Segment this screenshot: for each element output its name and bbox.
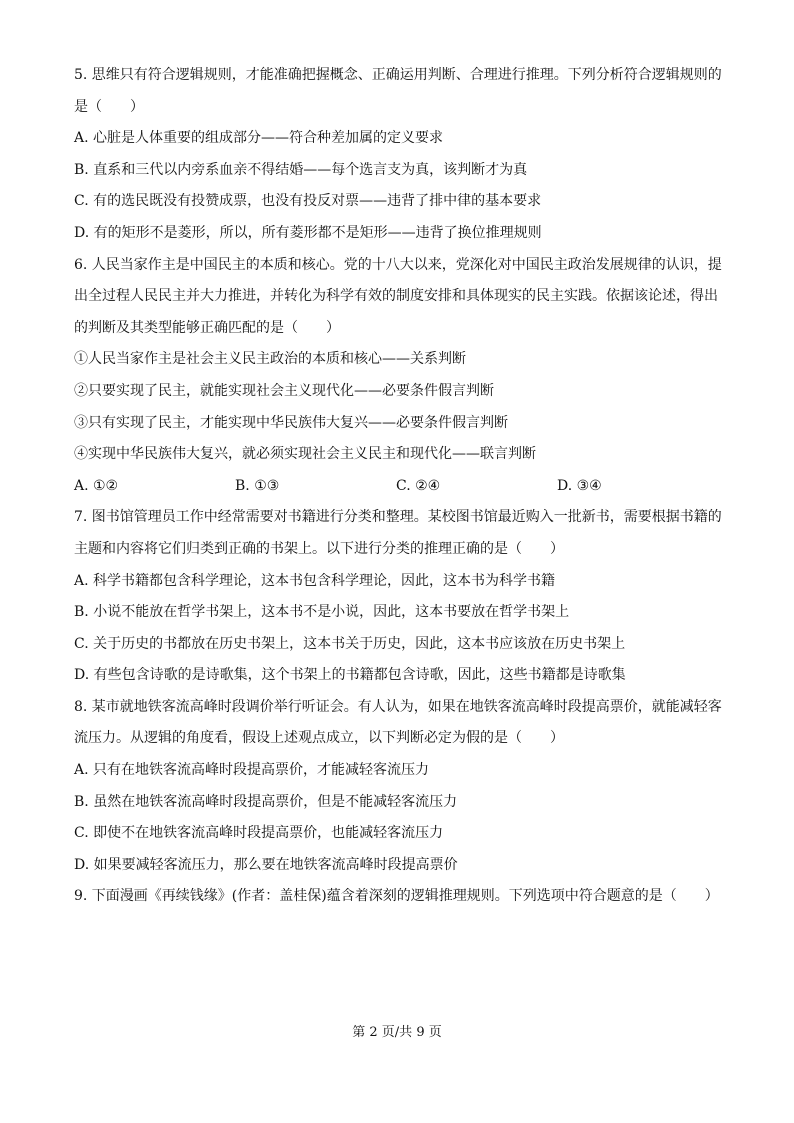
- question-8: [74, 692, 734, 882]
- question-5-stem-line-1: 5. 思维只有符合逻辑规则，才能准确把握概念、正确运用判断、合理进行推理。下列分析符合逻辑规则的: [74, 67, 722, 83]
- question-6-item-4: ④实现中华民族伟大复兴，就必须实现社会主义民主和现代化——联言判断: [74, 446, 536, 463]
- question-6-stem-line-2: 出全过程人民民主并大力推进，并转化为科学有效的制度安排和具体现实的民主实践。依据该论述，得出: [74, 288, 718, 305]
- question-8-option-d: D. 如果要减轻客流压力，那么要在地铁客流高峰时段提高票价: [74, 856, 458, 873]
- question-8-option-c: C. 即使不在地铁客流高峰时段提高票价，也能减轻客流压力: [74, 825, 444, 842]
- page-footer: [0, 1021, 794, 1040]
- question-9: [74, 881, 734, 913]
- question-7-option-c: C. 关于历史的书都放在历史书架上，这本书关于历史，因此，这本书应该放在历史书架上: [74, 635, 626, 652]
- exam-page-content: [74, 60, 734, 913]
- question-6-option-c: C. ②④: [396, 477, 441, 494]
- question-6-item-2: ②只要实现了民主，就能实现社会主义现代化——必要条件假言判断: [74, 382, 494, 399]
- question-7-stem-line-1: 7. 图书馆管理员工作中经常需要对书籍进行分类和整理。某校图书馆最近购入一批新书，需要根据书籍的: [74, 509, 722, 526]
- question-8-stem-line-2: 流压力。从逻辑的角度看，假设上述观点成立，以下判断必定为假的是（ ）: [74, 730, 564, 747]
- page-number: 第 2 页/共 9 页: [352, 1025, 442, 1040]
- question-8-option-a: A. 只有在地铁客流高峰时段提高票价，才能减轻客流压力: [74, 762, 430, 779]
- question-7-option-d: D. 有些包含诗歌的是诗歌集，这个书架上的书籍都包含诗歌，因此，这些书籍都是诗歌集: [74, 667, 626, 684]
- question-5: [74, 60, 734, 250]
- question-6-stem-line-1: 6. 人民当家作主是中国民主的本质和核心。党的十八大以来，党深化对中国民主政治发展规律的认识，提: [74, 256, 722, 273]
- question-8-stem-line-1: 8. 某市就地铁客流高峰时段调价举行听证会。有人认为，如果在地铁客流高峰时段提高票价，就能减轻客: [74, 698, 722, 715]
- question-9-stem-line-1: 9. 下面漫画《再续钱缘》(作者：盖桂保)蕴含着深刻的逻辑推理规则。下列选项中符合题意的是（ ）: [74, 888, 719, 905]
- question-5-option-b: B. 直系和三代以内旁系血亲不得结婚——每个选言支为真，该判断才为真: [74, 161, 528, 178]
- question-6-item-1: ①人民当家作主是社会主义民主政治的本质和核心——关系判断: [74, 351, 466, 368]
- question-7-option-a: A. 科学书籍都包含科学理论，这本书包含科学理论，因此，这本书为科学书籍: [74, 572, 556, 589]
- question-7-stem-line-2: 主题和内容将它们归类到正确的书架上。以下进行分类的推理正确的是（ ）: [74, 540, 564, 557]
- question-5-option-a: A. 心脏是人体重要的组成部分——符合种差加属的定义要求: [74, 130, 444, 147]
- question-5-option-d: D. 有的矩形不是菱形，所以，所有菱形都不是矩形——违背了换位推理规则: [74, 224, 542, 241]
- question-8-option-b: B. 虽然在地铁客流高峰时段提高票价，但是不能减轻客流压力: [74, 793, 458, 810]
- question-6-option-a: A. ①②: [74, 477, 119, 494]
- question-7-option-b: B. 小说不能放在哲学书架上，这本书不是小说，因此，这本书要放在哲学书架上: [74, 604, 570, 621]
- question-6-item-3: ③只有实现了民主，才能实现中华民族伟大复兴——必要条件假言判断: [74, 414, 508, 431]
- question-6-stem-line-3: 的判断及其类型能够正确匹配的是（ ）: [74, 319, 340, 336]
- question-6-options: [74, 471, 734, 503]
- question-6-option-d: D. ③④: [557, 477, 602, 494]
- question-6: [74, 250, 734, 503]
- question-5-option-c: C. 有的选民既没有投赞成票，也没有投反对票——违背了排中律的基本要求: [74, 193, 542, 210]
- question-6-option-b: B. ①③: [235, 477, 280, 494]
- question-7: [74, 502, 734, 692]
- question-5-stem-line-2: 是（ ）: [74, 98, 144, 115]
